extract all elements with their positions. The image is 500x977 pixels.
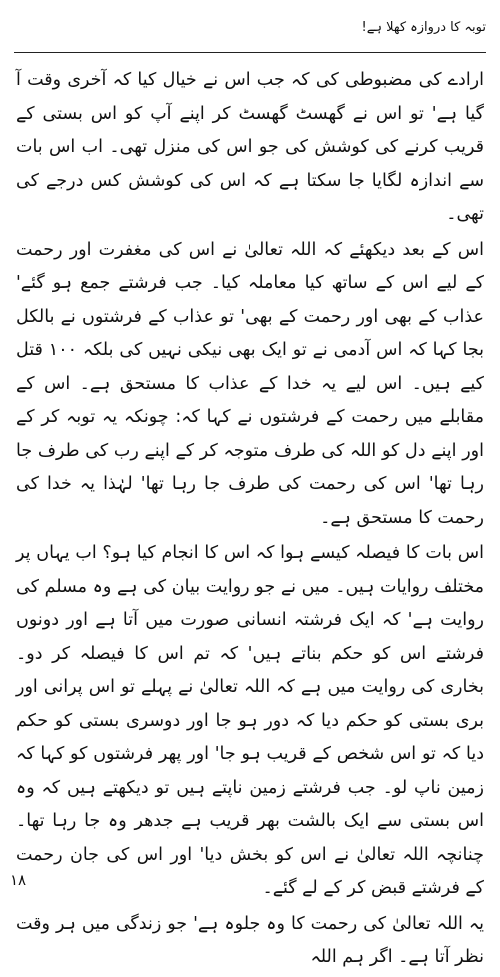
paragraph: ارادے کی مضبوطی کی کہ جب اس نے خیال کیا کہ آخری وقت آ گیا ہے' تو اس نے گھسٹ گھسٹ کر اپنے آپ کو اس بستی کے قریب کرنے کی کوشش کی جو اس کی منزل تھی۔ اب اس بات سے اندازہ لگایا جا سکتا ہے کہ اس کی کوشش کس درجے کی تھی۔ — [16, 70, 484, 224]
paragraph: اس کے بعد دیکھئے کہ اللہ تعالیٰ نے اس کی مغفرت اور رحمت کے لیے اس کے ساتھ کیا معاملہ کیا۔ جب فرشتے جمع ہو گئے' عذاب کے بھی اور رحمت کے بھی' تو عذاب کے فرشتوں نے بالکل بجا کہا کہ اس آدمی نے تو ایک بھی نیکی نہیں کی بلکہ ۱۰۰ قتل کیے ہیں۔ اس لیے یہ خدا کے عذاب کا مستحق ہے۔ اس کے مقابلے میں رحمت کے فرشتوں نے کہا کہ: چونکہ یہ توبہ کر کے اور اپنے دل کو اللہ کی طرف متوجہ کر کے اپنے رب کی طرف جا رہا تھا' اس کی رحمت کی طرف جا رہا تھا' لہٰذا یہ خدا کی رحمت کا مستحق ہے۔ — [16, 239, 484, 528]
header-divider — [14, 52, 486, 53]
page-number: ۱۸ — [10, 871, 27, 889]
paragraph: یہ اللہ تعالیٰ کی رحمت کا وہ جلوہ ہے' جو زندگی میں ہر وقت نظر آتا ہے۔ اگر ہم اللہ — [16, 913, 484, 967]
paragraph: اس بات کا فیصلہ کیسے ہوا کہ اس کا انجام کیا ہو؟ اب یہاں پر مختلف روایات ہیں۔ میں نے جو روایت بیان کی ہے وہ مسلم کی روایت ہے' کہ ایک فرشتہ انسانی صورت میں آتا ہے اور دونوں فرشتے اس کو حکم بناتے ہیں' کہ تم اس کا فیصلہ کر دو۔ بخاری کی روایت میں ہے کہ اللہ تعالیٰ نے پہلے تو اس پرانی اور بری بستی کو حکم دیا کہ دور ہو جا اور دوسری بستی کو حکم دیا کہ تو اس شخص کے قریب ہو جا' اور پھر فرشتوں کو کہا کہ زمین ناپ لو۔ جب فرشتے زمین ناپتے ہیں تو دیکھتے ہیں کہ وہ اس بستی سے ایک بالشت بھر قریب ہے جدھر وہ جا رہا تھا۔ چنانچہ اللہ تعالیٰ نے اس کو بخش دیا' اور اس کی جان رحمت کے فرشتے قبض کر کے لے گئے۔ — [16, 543, 484, 898]
running-header: توبہ کا دروازہ کھلا ہے! — [361, 20, 486, 35]
body-text — [16, 64, 484, 977]
